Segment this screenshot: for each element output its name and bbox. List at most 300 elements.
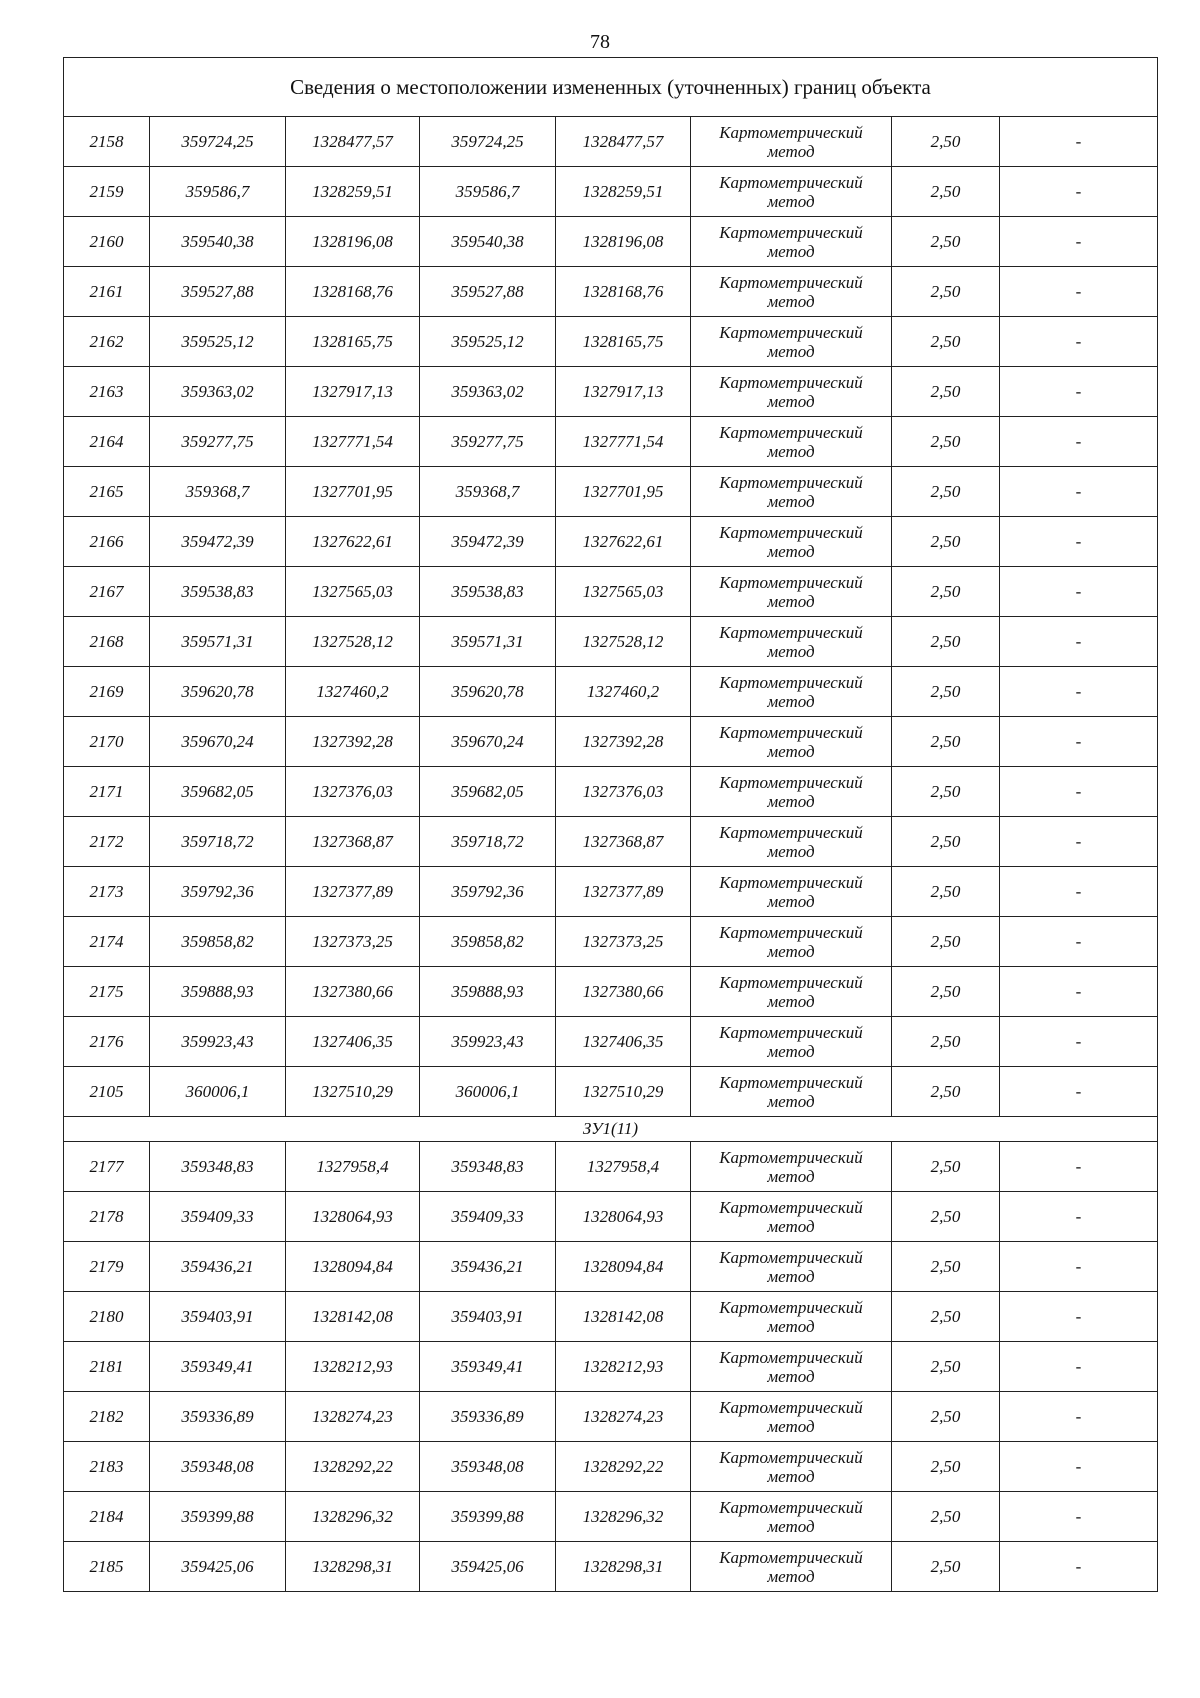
method-line1: Картометрический [719, 772, 863, 792]
y-new-cell: 1328212,93 [556, 1342, 691, 1392]
x-new-cell: 359538,83 [420, 567, 556, 617]
description-cell: - [1000, 617, 1158, 667]
table-title-row [64, 58, 1158, 117]
table-row [64, 917, 1158, 967]
method-cell [691, 117, 892, 167]
method-cell [691, 717, 892, 767]
x-existing-cell: 359348,83 [150, 1142, 286, 1192]
x-existing-cell: 359363,02 [150, 367, 286, 417]
x-new-cell: 359425,06 [420, 1542, 556, 1592]
y-existing-cell: 1328259,51 [286, 167, 420, 217]
x-existing-cell: 359409,33 [150, 1192, 286, 1242]
method-line1: Картометрический [719, 672, 863, 692]
y-new-cell: 1328296,32 [556, 1492, 691, 1542]
x-existing-cell: 359348,08 [150, 1442, 286, 1492]
point-number-cell: 2174 [64, 917, 150, 967]
x-new-cell: 359888,93 [420, 967, 556, 1017]
y-new-cell: 1328165,75 [556, 317, 691, 367]
y-existing-cell: 1328064,93 [286, 1192, 420, 1242]
precision-cell: 2,50 [892, 1492, 1000, 1542]
description-cell: - [1000, 217, 1158, 267]
point-number-cell: 2162 [64, 317, 150, 367]
y-existing-cell: 1327377,89 [286, 867, 420, 917]
method-line2: метод [767, 641, 815, 661]
method-cell [691, 1492, 892, 1542]
precision-cell: 2,50 [892, 617, 1000, 667]
description-cell: - [1000, 167, 1158, 217]
y-new-cell: 1327406,35 [556, 1017, 691, 1067]
y-existing-cell: 1327565,03 [286, 567, 420, 617]
x-existing-cell: 359336,89 [150, 1392, 286, 1442]
precision-cell: 2,50 [892, 517, 1000, 567]
y-existing-cell: 1327380,66 [286, 967, 420, 1017]
x-new-cell: 360006,1 [420, 1067, 556, 1117]
table-row [64, 1192, 1158, 1242]
x-new-cell: 359923,43 [420, 1017, 556, 1067]
method-cell [691, 817, 892, 867]
x-existing-cell: 359858,82 [150, 917, 286, 967]
x-existing-cell: 359670,24 [150, 717, 286, 767]
method-line1: Картометрический [719, 1347, 863, 1367]
x-new-cell: 359682,05 [420, 767, 556, 817]
y-existing-cell: 1327528,12 [286, 617, 420, 667]
method-cell [691, 1342, 892, 1392]
description-cell: - [1000, 1542, 1158, 1592]
description-cell: - [1000, 817, 1158, 867]
method-cell [691, 1242, 892, 1292]
method-line2: метод [767, 341, 815, 361]
description-cell: - [1000, 1242, 1158, 1292]
y-existing-cell: 1328298,31 [286, 1542, 420, 1592]
description-cell: - [1000, 1067, 1158, 1117]
point-number-cell: 2166 [64, 517, 150, 567]
x-existing-cell: 359923,43 [150, 1017, 286, 1067]
point-number-cell: 2165 [64, 467, 150, 517]
method-cell [691, 367, 892, 417]
point-number-cell: 2183 [64, 1442, 150, 1492]
method-line1: Картометрический [719, 1022, 863, 1042]
x-existing-cell: 359403,91 [150, 1292, 286, 1342]
precision-cell: 2,50 [892, 667, 1000, 717]
x-existing-cell: 359277,75 [150, 417, 286, 467]
table-row [64, 817, 1158, 867]
method-cell [691, 517, 892, 567]
method-line1: Картометрический [719, 322, 863, 342]
x-new-cell: 359620,78 [420, 667, 556, 717]
x-new-cell: 359858,82 [420, 917, 556, 967]
method-line1: Картометрический [719, 172, 863, 192]
precision-cell: 2,50 [892, 817, 1000, 867]
description-cell: - [1000, 1292, 1158, 1342]
method-cell [691, 1542, 892, 1592]
y-new-cell: 1327528,12 [556, 617, 691, 667]
x-existing-cell: 359399,88 [150, 1492, 286, 1542]
precision-cell: 2,50 [892, 1542, 1000, 1592]
x-existing-cell: 359425,06 [150, 1542, 286, 1592]
point-number-cell: 2159 [64, 167, 150, 217]
x-new-cell: 359336,89 [420, 1392, 556, 1442]
description-cell: - [1000, 567, 1158, 617]
table-row [64, 1392, 1158, 1442]
table-row [64, 317, 1158, 367]
x-existing-cell: 360006,1 [150, 1067, 286, 1117]
point-number-cell: 2105 [64, 1067, 150, 1117]
table-row [64, 767, 1158, 817]
point-number-cell: 2172 [64, 817, 150, 867]
description-cell: - [1000, 367, 1158, 417]
precision-cell: 2,50 [892, 1342, 1000, 1392]
y-new-cell: 1327460,2 [556, 667, 691, 717]
y-existing-cell: 1328165,75 [286, 317, 420, 367]
x-existing-cell: 359368,7 [150, 467, 286, 517]
description-cell: - [1000, 1192, 1158, 1242]
method-cell [691, 267, 892, 317]
method-cell [691, 767, 892, 817]
method-line2: метод [767, 1041, 815, 1061]
precision-cell: 2,50 [892, 967, 1000, 1017]
description-cell: - [1000, 1492, 1158, 1542]
method-cell [691, 567, 892, 617]
table-row [64, 1542, 1158, 1592]
x-new-cell: 359472,39 [420, 517, 556, 567]
method-line1: Картометрический [719, 222, 863, 242]
method-line1: Картометрический [719, 922, 863, 942]
y-existing-cell: 1328142,08 [286, 1292, 420, 1342]
y-new-cell: 1327917,13 [556, 367, 691, 417]
description-cell: - [1000, 767, 1158, 817]
method-cell [691, 1292, 892, 1342]
table-row [64, 267, 1158, 317]
method-line2: метод [767, 1166, 815, 1186]
method-line1: Картометрический [719, 472, 863, 492]
method-cell [691, 967, 892, 1017]
y-existing-cell: 1328196,08 [286, 217, 420, 267]
y-new-cell: 1327368,87 [556, 817, 691, 867]
y-existing-cell: 1327510,29 [286, 1067, 420, 1117]
method-line2: метод [767, 1566, 815, 1586]
method-line2: метод [767, 891, 815, 911]
x-existing-cell: 359436,21 [150, 1242, 286, 1292]
description-cell: - [1000, 267, 1158, 317]
precision-cell: 2,50 [892, 317, 1000, 367]
x-existing-cell: 359718,72 [150, 817, 286, 867]
y-existing-cell: 1328094,84 [286, 1242, 420, 1292]
precision-cell: 2,50 [892, 917, 1000, 967]
method-line2: метод [767, 1516, 815, 1536]
method-line2: метод [767, 541, 815, 561]
method-line1: Картометрический [719, 1297, 863, 1317]
precision-cell: 2,50 [892, 1142, 1000, 1192]
x-new-cell: 359525,12 [420, 317, 556, 367]
table-row [64, 417, 1158, 467]
description-cell: - [1000, 917, 1158, 967]
y-new-cell: 1327377,89 [556, 867, 691, 917]
y-new-cell: 1327701,95 [556, 467, 691, 517]
method-cell [691, 1142, 892, 1192]
method-cell [691, 417, 892, 467]
y-new-cell: 1327392,28 [556, 717, 691, 767]
y-new-cell: 1328064,93 [556, 1192, 691, 1242]
point-number-cell: 2178 [64, 1192, 150, 1242]
precision-cell: 2,50 [892, 1392, 1000, 1442]
method-line1: Картометрический [719, 822, 863, 842]
x-existing-cell: 359792,36 [150, 867, 286, 917]
method-line2: метод [767, 141, 815, 161]
method-cell [691, 317, 892, 367]
point-number-cell: 2176 [64, 1017, 150, 1067]
method-line2: метод [767, 691, 815, 711]
y-new-cell: 1327376,03 [556, 767, 691, 817]
y-existing-cell: 1327373,25 [286, 917, 420, 967]
boundary-coordinates-table [63, 57, 1158, 1592]
precision-cell: 2,50 [892, 1242, 1000, 1292]
x-existing-cell: 359538,83 [150, 567, 286, 617]
description-cell: - [1000, 667, 1158, 717]
x-new-cell: 359586,7 [420, 167, 556, 217]
table-row [64, 1342, 1158, 1392]
method-cell [691, 217, 892, 267]
table-row [64, 1492, 1158, 1542]
method-line2: метод [767, 791, 815, 811]
method-line2: метод [767, 1316, 815, 1336]
y-new-cell: 1328477,57 [556, 117, 691, 167]
point-number-cell: 2170 [64, 717, 150, 767]
y-new-cell: 1327771,54 [556, 417, 691, 467]
precision-cell: 2,50 [892, 167, 1000, 217]
x-new-cell: 359399,88 [420, 1492, 556, 1542]
description-cell: - [1000, 967, 1158, 1017]
point-number-cell: 2185 [64, 1542, 150, 1592]
y-existing-cell: 1328477,57 [286, 117, 420, 167]
section-header-row [64, 1117, 1158, 1142]
method-cell [691, 1192, 892, 1242]
method-cell [691, 617, 892, 667]
table-row [64, 1067, 1158, 1117]
x-new-cell: 359724,25 [420, 117, 556, 167]
point-number-cell: 2173 [64, 867, 150, 917]
method-cell [691, 867, 892, 917]
table-row [64, 1442, 1158, 1492]
x-existing-cell: 359525,12 [150, 317, 286, 367]
y-existing-cell: 1327392,28 [286, 717, 420, 767]
table-row [64, 367, 1158, 417]
y-existing-cell: 1328212,93 [286, 1342, 420, 1392]
point-number-cell: 2184 [64, 1492, 150, 1542]
x-existing-cell: 359571,31 [150, 617, 286, 667]
method-line2: метод [767, 391, 815, 411]
description-cell: - [1000, 467, 1158, 517]
method-cell [691, 167, 892, 217]
description-cell: - [1000, 717, 1158, 767]
method-line1: Картометрический [719, 372, 863, 392]
point-number-cell: 2181 [64, 1342, 150, 1392]
x-new-cell: 359571,31 [420, 617, 556, 667]
method-cell [691, 1392, 892, 1442]
table-row [64, 667, 1158, 717]
point-number-cell: 2167 [64, 567, 150, 617]
point-number-cell: 2161 [64, 267, 150, 317]
method-line1: Картометрический [719, 1397, 863, 1417]
table-body [64, 58, 1158, 1592]
precision-cell: 2,50 [892, 1067, 1000, 1117]
method-line1: Картометрический [719, 1072, 863, 1092]
method-line2: метод [767, 1366, 815, 1386]
y-existing-cell: 1328296,32 [286, 1492, 420, 1542]
section-label: ЗУ1(11) [64, 1117, 1158, 1142]
method-line2: метод [767, 841, 815, 861]
method-line1: Картометрический [719, 422, 863, 442]
x-existing-cell: 359349,41 [150, 1342, 286, 1392]
point-number-cell: 2177 [64, 1142, 150, 1192]
description-cell: - [1000, 317, 1158, 367]
description-cell: - [1000, 1017, 1158, 1067]
y-new-cell: 1328196,08 [556, 217, 691, 267]
table-row [64, 517, 1158, 567]
point-number-cell: 2163 [64, 367, 150, 417]
method-line1: Картометрический [719, 722, 863, 742]
description-cell: - [1000, 867, 1158, 917]
table-row [64, 1017, 1158, 1067]
point-number-cell: 2169 [64, 667, 150, 717]
method-line1: Картометрический [719, 872, 863, 892]
page-number: 78 [590, 31, 610, 53]
y-new-cell: 1328259,51 [556, 167, 691, 217]
precision-cell: 2,50 [892, 717, 1000, 767]
method-line2: метод [767, 1416, 815, 1436]
y-new-cell: 1327373,25 [556, 917, 691, 967]
precision-cell: 2,50 [892, 1017, 1000, 1067]
table-row [64, 1142, 1158, 1192]
method-cell [691, 1067, 892, 1117]
method-cell [691, 667, 892, 717]
description-cell: - [1000, 1392, 1158, 1442]
method-line2: метод [767, 291, 815, 311]
x-existing-cell: 359724,25 [150, 117, 286, 167]
table-row [64, 167, 1158, 217]
table-row [64, 117, 1158, 167]
point-number-cell: 2179 [64, 1242, 150, 1292]
description-cell: - [1000, 1442, 1158, 1492]
precision-cell: 2,50 [892, 1442, 1000, 1492]
y-new-cell: 1327622,61 [556, 517, 691, 567]
x-new-cell: 359540,38 [420, 217, 556, 267]
method-line2: метод [767, 1216, 815, 1236]
table-title: Сведения о местоположении измененных (уточненных) границ объекта [64, 58, 1158, 117]
x-new-cell: 359348,83 [420, 1142, 556, 1192]
y-existing-cell: 1328168,76 [286, 267, 420, 317]
x-new-cell: 359403,91 [420, 1292, 556, 1342]
x-existing-cell: 359586,7 [150, 167, 286, 217]
table-row [64, 867, 1158, 917]
y-existing-cell: 1327917,13 [286, 367, 420, 417]
x-existing-cell: 359620,78 [150, 667, 286, 717]
point-number-cell: 2158 [64, 117, 150, 167]
precision-cell: 2,50 [892, 1292, 1000, 1342]
method-cell [691, 1442, 892, 1492]
method-cell [691, 1017, 892, 1067]
table-row [64, 217, 1158, 267]
y-existing-cell: 1327622,61 [286, 517, 420, 567]
x-new-cell: 359792,36 [420, 867, 556, 917]
y-new-cell: 1328298,31 [556, 1542, 691, 1592]
x-new-cell: 359527,88 [420, 267, 556, 317]
method-line1: Картометрический [719, 272, 863, 292]
point-number-cell: 2160 [64, 217, 150, 267]
description-cell: - [1000, 1342, 1158, 1392]
method-line2: метод [767, 591, 815, 611]
method-line2: метод [767, 241, 815, 261]
x-existing-cell: 359527,88 [150, 267, 286, 317]
x-new-cell: 359670,24 [420, 717, 556, 767]
precision-cell: 2,50 [892, 217, 1000, 267]
y-new-cell: 1328292,22 [556, 1442, 691, 1492]
y-existing-cell: 1327376,03 [286, 767, 420, 817]
method-line1: Картометрический [719, 1447, 863, 1467]
method-line2: метод [767, 1466, 815, 1486]
method-line1: Картометрический [719, 522, 863, 542]
point-number-cell: 2175 [64, 967, 150, 1017]
y-existing-cell: 1327771,54 [286, 417, 420, 467]
y-new-cell: 1328094,84 [556, 1242, 691, 1292]
method-line1: Картометрический [719, 1247, 863, 1267]
x-new-cell: 359348,08 [420, 1442, 556, 1492]
precision-cell: 2,50 [892, 417, 1000, 467]
y-existing-cell: 1328292,22 [286, 1442, 420, 1492]
table-row [64, 1242, 1158, 1292]
x-existing-cell: 359888,93 [150, 967, 286, 1017]
y-new-cell: 1328274,23 [556, 1392, 691, 1442]
method-line1: Картометрический [719, 1147, 863, 1167]
method-line1: Картометрический [719, 622, 863, 642]
description-cell: - [1000, 117, 1158, 167]
method-cell [691, 467, 892, 517]
precision-cell: 2,50 [892, 767, 1000, 817]
method-line2: метод [767, 1091, 815, 1111]
method-line2: метод [767, 491, 815, 511]
method-cell [691, 917, 892, 967]
point-number-cell: 2182 [64, 1392, 150, 1442]
y-existing-cell: 1327958,4 [286, 1142, 420, 1192]
precision-cell: 2,50 [892, 267, 1000, 317]
y-new-cell: 1328168,76 [556, 267, 691, 317]
y-existing-cell: 1327406,35 [286, 1017, 420, 1067]
x-new-cell: 359409,33 [420, 1192, 556, 1242]
y-existing-cell: 1327368,87 [286, 817, 420, 867]
point-number-cell: 2180 [64, 1292, 150, 1342]
x-new-cell: 359349,41 [420, 1342, 556, 1392]
table-row [64, 467, 1158, 517]
precision-cell: 2,50 [892, 1192, 1000, 1242]
method-line1: Картометрический [719, 1497, 863, 1517]
x-new-cell: 359363,02 [420, 367, 556, 417]
method-line2: метод [767, 441, 815, 461]
table-row [64, 617, 1158, 667]
x-new-cell: 359436,21 [420, 1242, 556, 1292]
method-line2: метод [767, 991, 815, 1011]
x-existing-cell: 359472,39 [150, 517, 286, 567]
method-line1: Картометрический [719, 972, 863, 992]
description-cell: - [1000, 1142, 1158, 1192]
point-number-cell: 2164 [64, 417, 150, 467]
y-existing-cell: 1327460,2 [286, 667, 420, 717]
x-new-cell: 359718,72 [420, 817, 556, 867]
table-row [64, 1292, 1158, 1342]
x-new-cell: 359277,75 [420, 417, 556, 467]
precision-cell: 2,50 [892, 567, 1000, 617]
method-line2: метод [767, 1266, 815, 1286]
point-number-cell: 2171 [64, 767, 150, 817]
y-new-cell: 1327380,66 [556, 967, 691, 1017]
